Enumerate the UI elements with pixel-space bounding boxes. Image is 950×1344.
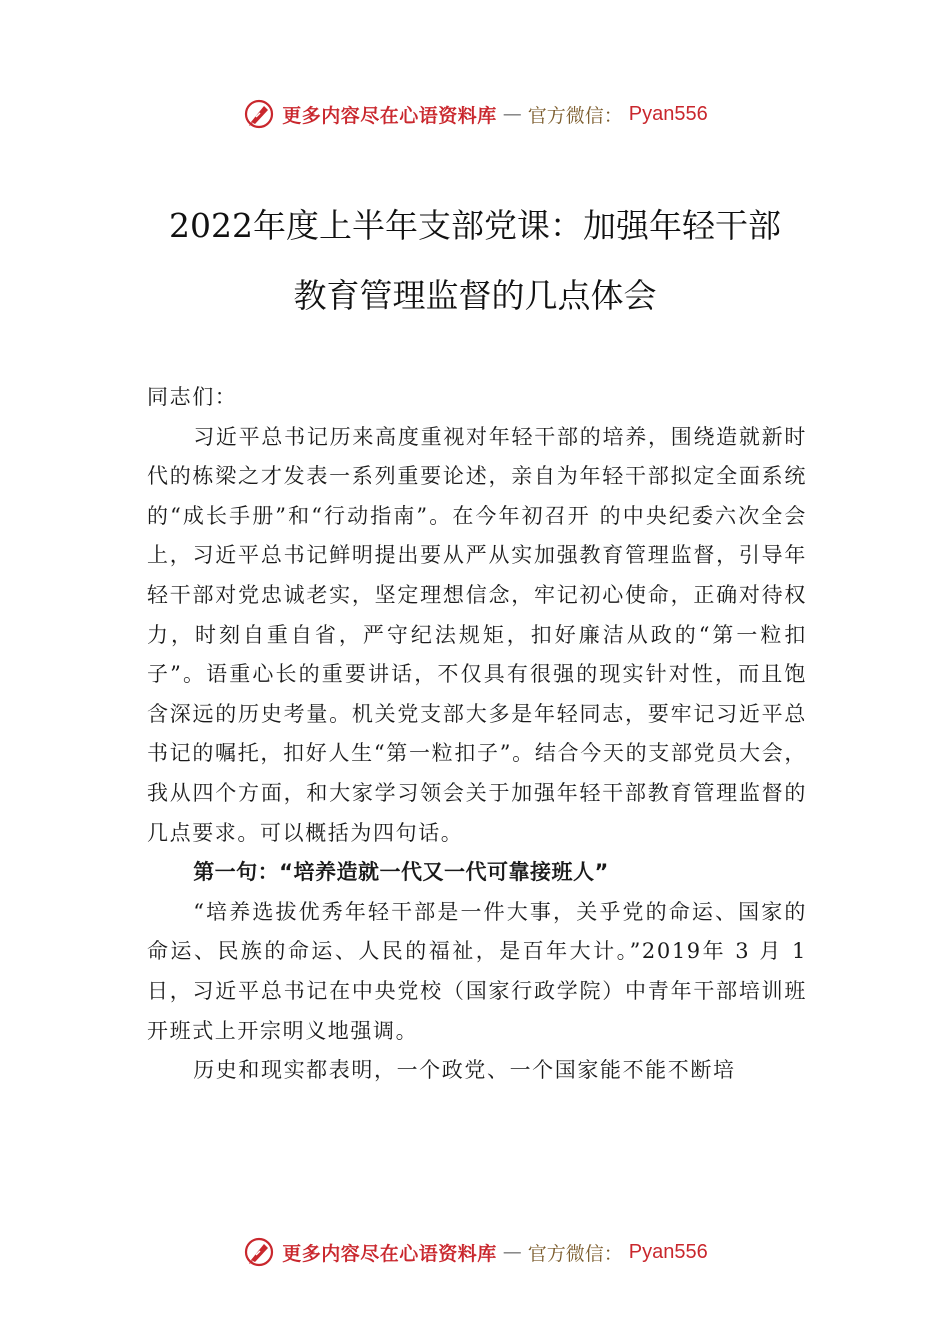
salutation: 同志们：	[147, 385, 238, 409]
document-title-line-1: 2022年度上半年支部党课：加强年轻干部	[169, 206, 781, 245]
pen-nib-logo-icon	[242, 1235, 276, 1269]
banner-separator: —	[502, 103, 522, 125]
header-banner	[0, 94, 950, 134]
banner-text: 更多内容尽在心语资料库	[282, 104, 497, 127]
section-heading-1: 第一句：“培养造就一代又一代可靠接班人”	[193, 860, 609, 885]
banner-separator: —	[502, 1241, 522, 1263]
banner-wechat-id: Pyan556	[628, 102, 708, 125]
paragraph-2: “培养选拔优秀年轻干部是一件大事，关乎党的命运、国家的命运、民族的命运、人民的福祉，是百年大计。”2019年 3 月 1 日，习近平总书记在中央党校（国家行政学院）中青年干部培训班开班式上开宗明义地强调。	[147, 899, 807, 1043]
pen-nib-logo-icon	[242, 97, 276, 131]
document-title-line-2: 教育管理监督的几点体会	[293, 276, 657, 315]
footer-banner	[0, 1232, 950, 1272]
banner-wechat-label: 官方微信：	[527, 104, 623, 127]
paragraph-3: 历史和现实都表明，一个政党、一个国家能不能不断培	[193, 1058, 736, 1083]
banner-wechat-label: 官方微信：	[527, 1242, 623, 1265]
banner-text: 更多内容尽在心语资料库	[282, 1242, 497, 1265]
paragraph-1: 习近平总书记历来高度重视对年轻干部的培养，围绕造就新时代的栋梁之才发表一系列重要论述，亲自为年轻干部拟定全面系统的“成长手册”和“行动指南”。在今年初召开 的中央纪委六次全会上，习近平总书记鲜明提出要从严从实加强教育管理监督，引导年轻干部对党忠诚老实，坚定理想信念，牢记初心使命，正确对待权力，时刻自重自省，严守纪法规矩，扣好廉洁从政的“第一粒扣子”。语重心长的重要讲话，不仅具有很强的现实针对性，而且饱含深远的历史考量。机关党支部大多是年轻同志，要牢记习近平总书记的嘱托，扣好人生“第一粒扣子”。结合今天的支部党员大会，我从四个方面，和大家学习领会关于加强年轻干部教育管理监督的几点要求。可以概括为四句话。	[147, 424, 807, 845]
document-body	[147, 378, 807, 1091]
banner-wechat-id: Pyan556	[628, 1240, 708, 1263]
